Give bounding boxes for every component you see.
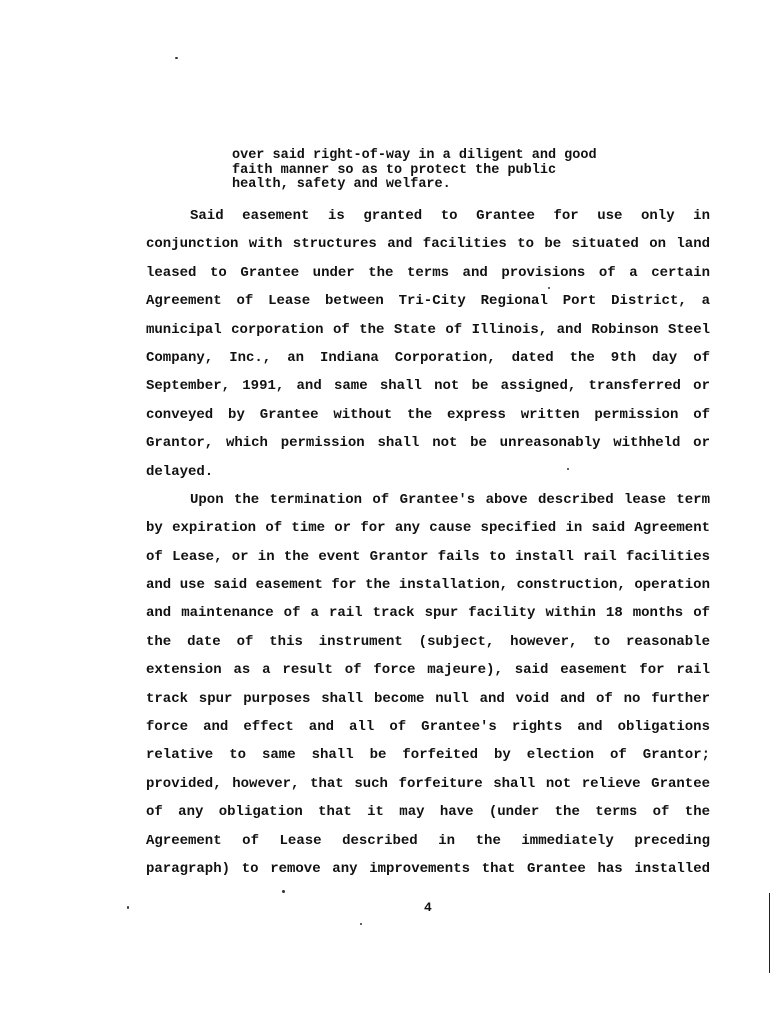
body-text-line: Upon the termination of Grantee's above described lease term [190,491,710,508]
body-text-line: conjunction with structures and facilities to be situated on land [146,236,710,253]
body-text-line: Grantor, which permission shall not be unreasonably withheld or [146,435,710,452]
body-text-line: by expiration of time or for any cause specified in said Agreement [146,520,710,537]
body-text-line: and maintenance of a rail track spur facility within 18 months of [146,605,710,622]
body-text-line: paragraph) to remove any improvements that Grantee has installed [146,860,710,877]
scan-edge-line [769,893,770,973]
body-text [146,202,710,883]
body-text-line: Said easement is granted to Grantee for use only in [190,208,710,224]
scan-speck [360,923,362,925]
body-text-line: Agreement of Lease between Tri-City Regional Port District, a [146,293,710,310]
body-text-line: relative to same shall be forfeited by election of Grantor; [146,747,710,764]
scan-speck [282,890,285,893]
body-text-line: force and effect and all of Grantee's rights and obligations [146,719,710,736]
body-text-line: and use said easement for the installation, construction, operation [146,577,710,594]
page-number: 4 [424,900,432,915]
body-text-line: extension as a result of force majeure), said easement for rail [146,662,710,679]
body-text-line: conveyed by Grantee without the express written permission of [146,406,710,423]
body-text-line: September, 1991, and same shall not be assigned, transferred or [146,378,710,395]
block-quote [232,149,632,193]
body-text-line: delayed. [146,463,214,480]
body-text-line: municipal corporation of the State of Illinois, and Robinson Steel [146,321,710,338]
body-text-line: of any obligation that it may have (under the terms of the [146,804,710,821]
block-quote-line: faith manner so as to protect the public [232,162,557,178]
body-text-line: track spur purposes shall become null and void and of no further [146,690,710,707]
scan-speck [127,906,129,909]
block-quote-line: over said right-of-way in a diligent and good [232,148,597,163]
body-text-line: of Lease, or in the event Grantor fails to install rail facilities [146,548,710,565]
body-text-line: the date of this instrument (subject, however, to reasonable [146,633,710,650]
body-text-line: Company, Inc., an Indiana Corporation, dated the 9th day of [146,349,710,366]
body-text-line: Agreement of Lease described in the immediately preceding [146,832,710,849]
scan-speck [175,57,178,59]
body-text-line: leased to Grantee under the terms and provisions of a certain [146,264,710,281]
body-text-line: provided, however, that such forfeiture shall not relieve Grantee [146,775,710,792]
block-quote-line: health, safety and welfare. [232,177,451,192]
